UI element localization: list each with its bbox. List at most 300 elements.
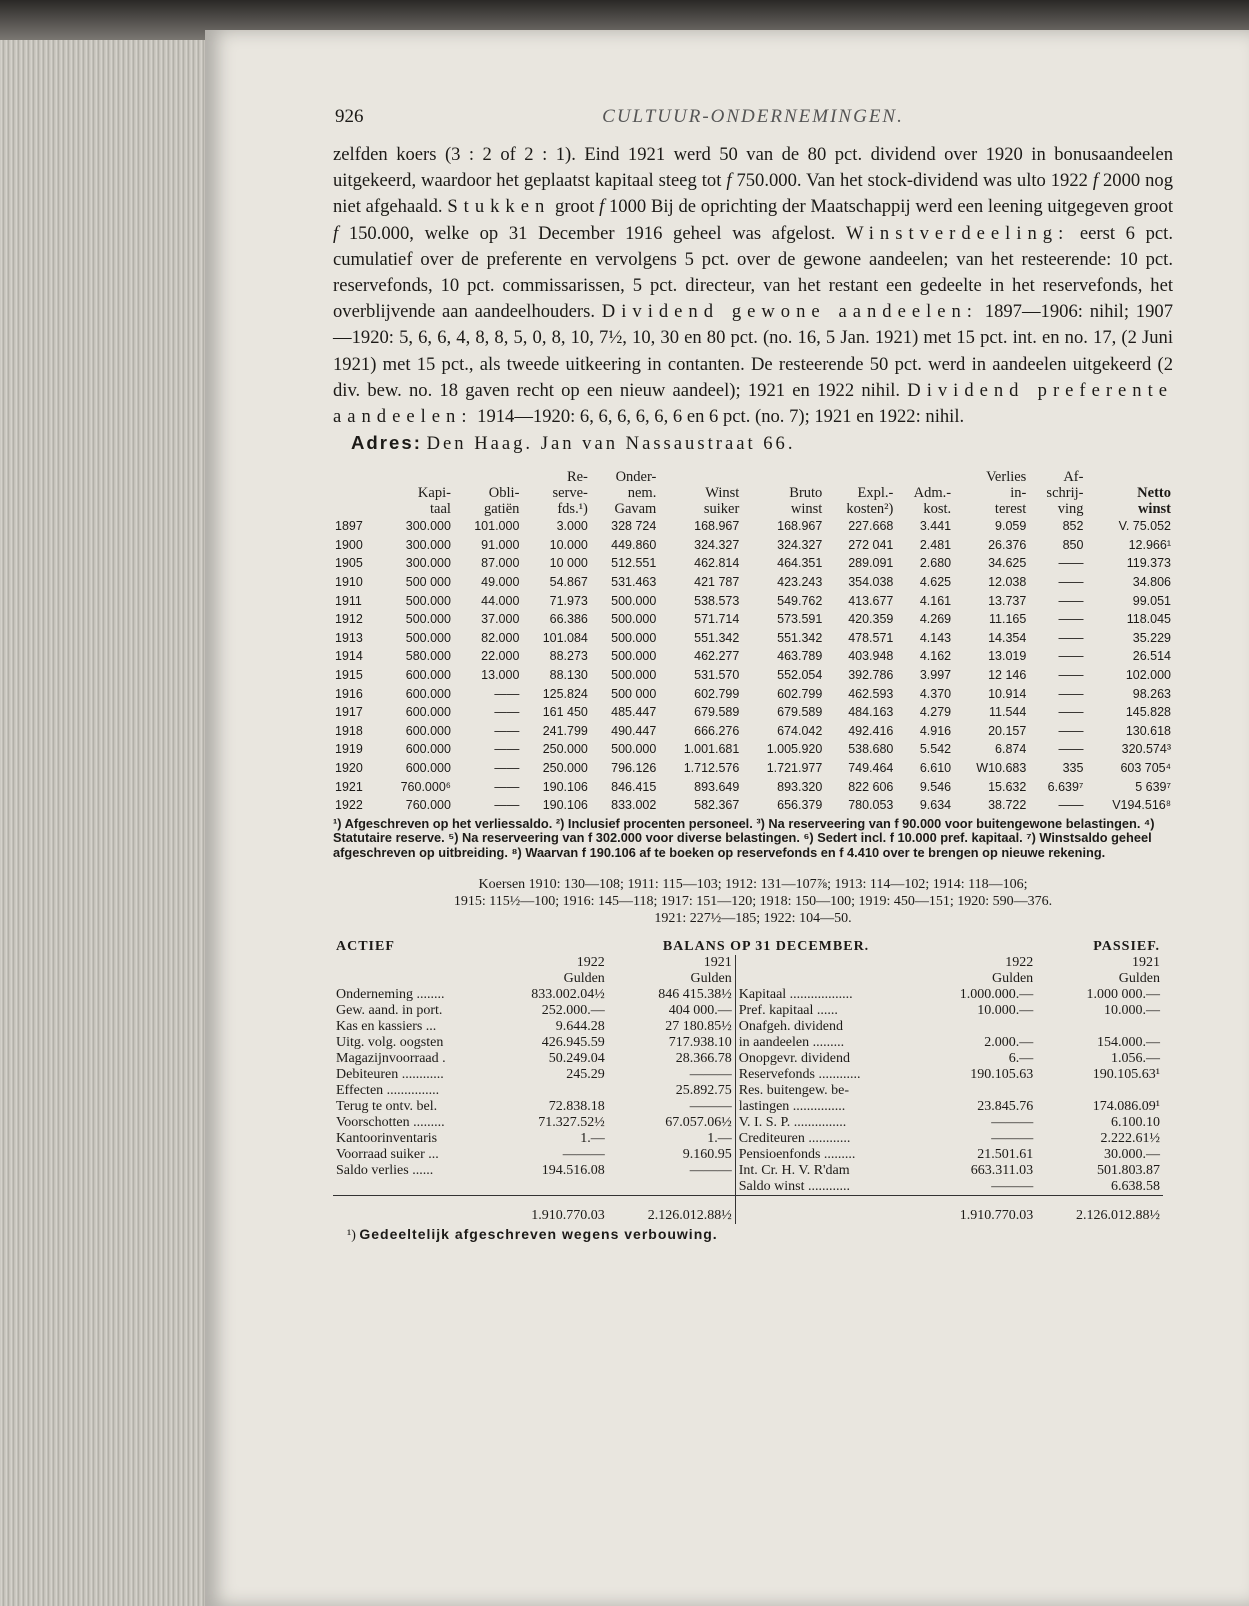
table-cell: 4.916 <box>919 723 952 738</box>
guilder-sign: f <box>1092 170 1099 192</box>
passief-value-1922: ——— <box>991 1178 1034 1194</box>
book-page <box>205 30 1249 1606</box>
balance-row <box>333 1003 1163 1019</box>
table-cell: 500.000 <box>611 649 657 664</box>
table-cell: 500 000 <box>611 686 657 701</box>
table-cell: 190.106 <box>542 779 588 794</box>
table-row <box>333 610 1173 629</box>
actief-value-1921: ——— <box>689 1098 732 1114</box>
table-cell: 10.914 <box>988 686 1027 701</box>
table-cell: —— <box>1058 742 1084 757</box>
table-cell: 850 <box>1062 537 1084 552</box>
koersen-line: Koersen 1910: 130—108; 1911: 115—103; 1912: 131—107⅞; 1913: 114—102; 1914: 118—106; <box>478 876 1028 892</box>
actief-value-1922: 245.29 <box>566 1066 605 1082</box>
table-cell: 20.157 <box>988 723 1027 738</box>
table-cell: —— <box>1058 612 1084 627</box>
actief-value-1922: 50.249.04 <box>548 1050 605 1066</box>
table-cell: V194.516⁸ <box>1112 798 1171 813</box>
passief-label: Saldo winst ............ <box>735 1179 916 1196</box>
table-cell: V. 75.052 <box>1118 519 1171 534</box>
table-cell: 328 724 <box>611 519 657 534</box>
spacer-cell <box>916 1131 924 1147</box>
table-cell: 11.544 <box>989 705 1027 720</box>
passief-value-1922: 23.845.76 <box>977 1098 1034 1114</box>
table-cell: 272 041 <box>848 537 894 552</box>
table-cell: 656.379 <box>777 798 823 813</box>
table-cell: —— <box>494 779 520 794</box>
passief-value-1922: 2.000.— <box>984 1034 1034 1050</box>
table-cell: 168.967 <box>777 519 823 534</box>
table-cell: —— <box>1058 705 1084 720</box>
table-cell: 893.320 <box>777 779 823 794</box>
table-cell: 130.618 <box>1125 723 1171 738</box>
table-cell: 573.591 <box>777 612 823 627</box>
table-row <box>333 778 1173 797</box>
spacer-cell <box>916 987 924 1003</box>
table-cell: 1.721.977 <box>766 760 823 775</box>
actief-value-1921: 67.057.06½ <box>665 1114 732 1130</box>
actief-value-1922: 9.644.28 <box>555 1018 605 1034</box>
table-cell: 12 146 <box>988 667 1027 682</box>
actief-label: Onderneming ........ <box>336 986 445 1002</box>
table-cell: 9.546 <box>919 779 952 794</box>
balance-title-row <box>333 939 1163 955</box>
table-cell: 600.000 <box>405 742 451 757</box>
column-header: Netto winst <box>1137 485 1171 518</box>
balance-year-row <box>333 955 1163 971</box>
table-cell: 500.000 <box>611 612 657 627</box>
koersen-line: 1921: 227½—185; 1922: 104—50. <box>654 910 852 926</box>
table-cell: —— <box>1058 798 1084 813</box>
actief-value-1922: ——— <box>562 1146 605 1162</box>
actief-label <box>333 1179 496 1196</box>
year-cell: 1917 <box>335 705 363 720</box>
table-cell: 35.229 <box>1132 630 1171 645</box>
actief-value-1921: ——— <box>689 1066 732 1082</box>
text-run: zelfden koers (3 : 2 of 2 : 1). Eind 1921 werd 50 van de 80 pct. dividend over 1920 in bonusaandeelen uitgekeerd, waardoor het geplaatst kapitaal steeg tot <box>333 144 1173 192</box>
year-cell: 1919 <box>335 742 363 757</box>
year-1922: 1922 <box>576 954 605 970</box>
table-cell: 4.279 <box>919 705 952 720</box>
table-cell: 66.386 <box>549 612 588 627</box>
table-cell: 13.019 <box>988 649 1027 664</box>
table-cell: 324.327 <box>694 537 740 552</box>
balance-row <box>333 1083 1163 1099</box>
actief-label: Kas en kassiers ... <box>336 1018 437 1034</box>
total-passief-1922: 1.910.770.03 <box>924 1195 1036 1224</box>
address-line <box>351 430 1173 457</box>
year-cell: 1897 <box>335 519 363 534</box>
koersen-line: 1915: 115½—100; 1916: 145—118; 1917: 151—120; 1918: 150—100; 1919: 450—151; 1920: 590—376. <box>453 893 1053 909</box>
table-cell: 320.574³ <box>1121 742 1171 757</box>
table-cell: 88.130 <box>549 667 588 682</box>
passief-value-1921: 174.086.09¹ <box>1092 1098 1160 1114</box>
table-cell: 449.860 <box>611 537 657 552</box>
passief-value-1922: 663.311.03 <box>970 1162 1034 1178</box>
unit-label: Gulden <box>991 970 1034 986</box>
table-cell: 852 <box>1062 519 1084 534</box>
page-header <box>333 102 1173 142</box>
table-cell: 87.000 <box>481 556 520 571</box>
table-cell: 98.263 <box>1132 686 1171 701</box>
table-footnotes: ¹) Afgeschreven op het verliessaldo. ²) Inclusief procenten personeel. ³) Na reserveering van f 90.000 voor buitengewone belastingen. ⁴) Statutaire reserve. ⁵) Na reserveering van f 302.000 voor diverse belastingen. ⁶) Sedert incl. f 10.000 pref. kapitaal. ⁷) Winstsaldo geheel afgeschreven op uitbreiding. ⁸) Waarvan f 190.106 af te boeken op reservefonds en f 4.410 over te brengen op nieuwe rekening. <box>333 815 1155 860</box>
actief-value-1921: 9.160.95 <box>682 1146 732 1162</box>
body-text <box>333 142 1173 430</box>
table-cell: 392.786 <box>848 667 894 682</box>
table-cell: 421 787 <box>694 575 740 590</box>
passief-label: Crediteuren ............ <box>735 1131 916 1147</box>
passief-value-1921: 1.000 000.— <box>1086 986 1160 1002</box>
table-cell: 462.593 <box>848 686 894 701</box>
text-run: 1000 Bij de oprichting der Maatschappij werd een leening uitgegeven groot <box>604 196 1173 218</box>
page-number: 926 <box>335 106 364 127</box>
table-cell: 582.367 <box>694 798 740 813</box>
table-cell: 11.165 <box>989 612 1027 627</box>
passief-label: Reservefonds ............ <box>735 1067 916 1083</box>
balance-sheet <box>333 939 1163 1224</box>
table-cell: 49.000 <box>481 575 520 590</box>
passief-value-1921 <box>1036 1083 1163 1099</box>
table-row <box>333 759 1173 778</box>
table-cell: 538.573 <box>694 593 740 608</box>
actief-label: Debiteuren ............ <box>336 1066 444 1082</box>
table-cell: 603 705⁴ <box>1120 760 1171 775</box>
actief-label: Voorraad suiker ... <box>336 1146 439 1162</box>
table-cell: 22.000 <box>481 649 520 664</box>
table-row <box>333 573 1173 592</box>
koersen-block <box>333 876 1173 927</box>
year-cell: 1918 <box>335 723 363 738</box>
table-row <box>333 629 1173 648</box>
table-cell: 512.551 <box>611 556 657 571</box>
table-cell: 99.051 <box>1132 593 1171 608</box>
table-cell: 4.269 <box>919 612 952 627</box>
actief-label: Gew. aand. in port. <box>336 1002 443 1018</box>
table-cell: 462.277 <box>694 649 740 664</box>
table-body <box>333 517 1173 815</box>
column-header <box>333 469 377 517</box>
passief-value-1921: 501.803.87 <box>1097 1162 1160 1178</box>
table-cell: 118.045 <box>1126 612 1171 627</box>
actief-value-1922: 252.000.— <box>541 1002 605 1018</box>
passief-value-1921 <box>1036 1019 1163 1035</box>
actief-label: Saldo verlies ...... <box>336 1162 434 1178</box>
table-cell: 1.005.920 <box>766 742 823 757</box>
actief-value-1922: 833.002.04½ <box>531 986 605 1002</box>
spacer-cell <box>916 1051 924 1067</box>
balance-row <box>333 1163 1163 1179</box>
column-header: Af- schrij- ving <box>1046 469 1084 518</box>
passief-value-1922 <box>924 1019 1036 1035</box>
table-cell: 531.570 <box>694 667 740 682</box>
table-row <box>333 740 1173 759</box>
table-cell: 4.370 <box>919 686 952 701</box>
text-run: 750.000. Van het stock-dividend was ulto 1922 <box>731 170 1093 192</box>
table-cell: 600.000 <box>405 705 451 720</box>
actief-value-1921: 1.— <box>707 1130 732 1146</box>
actief-value-1921: ——— <box>689 1162 732 1178</box>
year-cell: 1905 <box>335 556 363 571</box>
passief-value-1921: 6.638.58 <box>1111 1178 1160 1194</box>
balance-total-row <box>333 1195 1163 1224</box>
table-cell: —— <box>494 798 520 813</box>
label-dividend-preferente: Dividend preferente aandeelen: <box>333 379 1173 428</box>
table-cell: 500.000 <box>405 630 451 645</box>
actief-value-1921: 717.938.10 <box>668 1034 732 1050</box>
table-cell: 600.000 <box>405 723 451 738</box>
address-label: Adres: <box>351 432 422 454</box>
table-cell: 300.000 <box>405 556 451 571</box>
passief-value-1921: 30.000.— <box>1104 1146 1160 1162</box>
table-cell: —— <box>494 686 520 701</box>
table-cell: 91.000 <box>481 537 520 552</box>
table-cell: —— <box>1058 556 1084 571</box>
table-cell: 500.000 <box>611 742 657 757</box>
table-cell: 2.680 <box>919 556 952 571</box>
label-dividend-gewone: Dividend gewone aandeelen: <box>601 301 978 323</box>
text-run: 1914—1920: 6, 6, 6, 6, 6, 6 en 6 pct. (no. 7); 1921 en 1922: nihil. <box>472 406 965 428</box>
spacer-cell <box>916 1099 924 1115</box>
spacer-cell <box>916 1019 924 1035</box>
passief-label: Res. buitengew. be- <box>735 1083 916 1099</box>
year-cell: 1914 <box>335 649 363 664</box>
passief-value-1922 <box>924 1083 1036 1099</box>
table-cell: 168.967 <box>694 519 740 534</box>
year-cell: 1900 <box>335 537 363 552</box>
actief-value-1921 <box>608 1179 735 1196</box>
table-cell: 484.163 <box>848 705 894 720</box>
year-cell: 1915 <box>335 667 363 682</box>
table-cell: 34.625 <box>988 556 1027 571</box>
spacer-cell <box>916 1163 924 1179</box>
table-cell: 5 639⁷ <box>1135 779 1171 794</box>
table-cell: 12.038 <box>988 575 1027 590</box>
table-cell: 335 <box>1062 760 1084 775</box>
table-cell: 241.799 <box>542 723 588 738</box>
table-row <box>333 722 1173 741</box>
actief-value-1922 <box>496 1179 608 1196</box>
column-header: Expl.- kosten²) <box>846 485 894 518</box>
text-run: 150.000, welke op 31 December 1916 geheel was afgelost. <box>338 222 846 244</box>
year-cell: 1920 <box>335 760 363 775</box>
guilder-sign: f <box>333 222 339 244</box>
table-cell: 5.542 <box>919 742 952 757</box>
balance-body <box>333 939 1163 1224</box>
table-cell: 3.000 <box>556 519 588 534</box>
table-cell: —— <box>494 723 520 738</box>
table-cell: 551.342 <box>694 630 740 645</box>
table-cell: 26.514 <box>1132 649 1171 664</box>
actief-label: Voorschotten ......... <box>336 1114 445 1130</box>
year-cell: 1911 <box>335 593 362 608</box>
table-cell: 679.589 <box>694 705 740 720</box>
table-row <box>333 647 1173 666</box>
table-cell: 14.354 <box>988 630 1027 645</box>
column-header: Re- serve- fds.¹) <box>552 469 588 518</box>
spacer-cell <box>916 1035 924 1051</box>
table-cell: 34.806 <box>1132 575 1171 590</box>
actief-value-1921: 27 180.85½ <box>665 1018 732 1034</box>
spacer-cell <box>916 1003 924 1019</box>
table-cell: 485.447 <box>611 705 657 720</box>
table-cell: —— <box>1058 686 1084 701</box>
passief-label: Onopgevr. dividend <box>735 1051 916 1067</box>
unit-label: Gulden <box>690 970 732 986</box>
balance-footnote <box>347 1226 1173 1244</box>
table-cell: 674.042 <box>777 723 823 738</box>
passief-label: Int. Cr. H. V. R'dam <box>735 1163 916 1179</box>
table-cell: —— <box>1058 723 1084 738</box>
label-stukken: Stukken <box>447 196 551 218</box>
table-cell: 2.481 <box>919 537 952 552</box>
table-cell: 833.002 <box>611 798 657 813</box>
table-cell: 490.447 <box>611 723 657 738</box>
actief-value-1921: 846 415.38½ <box>658 986 732 1002</box>
table-cell: 300.000 <box>405 519 451 534</box>
text-run: groot <box>550 196 600 218</box>
passief-value-1921: 154.000.— <box>1097 1034 1160 1050</box>
total-actief-1922: 1.910.770.03 <box>496 1195 608 1224</box>
page-content <box>333 102 1173 1244</box>
total-actief-1921: 2.126.012.88½ <box>608 1195 735 1224</box>
column-header: Bruto winst <box>789 485 823 518</box>
table-cell: 492.416 <box>848 723 894 738</box>
table-cell: —— <box>494 760 520 775</box>
actief-value-1922: 72.838.18 <box>548 1098 605 1114</box>
title-balans: BALANS OP 31 DECEMBER. <box>662 938 870 954</box>
table-row <box>333 666 1173 685</box>
actief-value-1922 <box>496 1083 608 1099</box>
table-row <box>333 703 1173 722</box>
table-cell: 403.948 <box>848 649 894 664</box>
table-cell: 190.106 <box>542 798 588 813</box>
actief-value-1922: 71.327.52½ <box>538 1114 605 1130</box>
passief-value-1922: ——— <box>991 1130 1034 1146</box>
column-header: Obli- gatiën <box>483 485 520 518</box>
text-run: 1897—1906: nihil; 1907—1920: 5, 6, 6, 4, 8, 8, 5, 0, 8, 10, 7½, 10, 30 en 80 pct. (no. 16, 5 Jan. 1921) met 15 pct. int. en no. 17, (2 Juni 1921) met 15 pct., als tweede uitkeering in contanten. De resteerende 50 pct. werd in aandeelen uitgekeerd (2 div. bew. no. 18 gaven recht op een nieuw aandeel); 1921 en 1922 nihil. <box>333 301 1173 401</box>
actief-label: Magazijnvoorraad . <box>336 1050 446 1066</box>
label-winstverdeeling: Winstverdeeling: <box>845 222 1070 244</box>
table-cell: 37.000 <box>481 612 520 627</box>
table-row <box>333 685 1173 704</box>
passief-label: Kapitaal .................. <box>735 987 916 1003</box>
spacer-cell <box>916 1083 924 1099</box>
balance-row <box>333 1019 1163 1035</box>
table-cell: 679.589 <box>777 705 823 720</box>
table-cell: 54.867 <box>549 575 588 590</box>
table-cell: 500.000 <box>611 593 657 608</box>
table-cell: 88.273 <box>549 649 588 664</box>
table-cell: 250.000 <box>542 760 588 775</box>
table-cell: 6.874 <box>995 742 1027 757</box>
passief-value-1922: 1.000.000.— <box>959 986 1034 1002</box>
balance-row <box>333 1067 1163 1083</box>
table-cell: 6.639⁷ <box>1047 779 1084 794</box>
balance-row <box>333 1179 1163 1196</box>
column-header: Onder- nem. Gavam <box>614 469 657 518</box>
table-cell: 227.668 <box>848 519 894 534</box>
table-cell: 549.762 <box>777 593 823 608</box>
column-header: Winst suiker <box>703 485 740 518</box>
table-cell: 500.000 <box>405 612 451 627</box>
table-cell: 145.828 <box>1125 705 1171 720</box>
table-cell: 12.966¹ <box>1128 537 1171 552</box>
table-cell: 102.000 <box>1125 667 1171 682</box>
table-cell: 464.351 <box>777 556 823 571</box>
passief-value-1922: ——— <box>991 1114 1034 1130</box>
year-cell: 1921 <box>335 779 363 794</box>
table-cell: —— <box>1058 593 1084 608</box>
table-cell: 354.038 <box>848 575 894 590</box>
table-cell: W10.683 <box>976 760 1027 775</box>
table-cell: 602.799 <box>777 686 823 701</box>
table-cell: 500.000 <box>611 667 657 682</box>
table-cell: 420.359 <box>848 612 894 627</box>
actief-label: Uitg. volg. oogsten <box>336 1034 444 1050</box>
table-cell: 38.722 <box>988 798 1027 813</box>
column-header: Kapi- taal <box>417 485 451 518</box>
actief-value-1921: 28.366.78 <box>675 1050 732 1066</box>
table-cell: 602.799 <box>694 686 740 701</box>
passief-value-1921: 1.056.— <box>1111 1050 1160 1066</box>
passief-value-1922: 190.105.63 <box>970 1066 1034 1082</box>
table-cell: 666.276 <box>694 723 740 738</box>
table-cell: 531.463 <box>611 575 657 590</box>
table-row <box>333 554 1173 573</box>
table-cell: 760.000 <box>405 798 451 813</box>
spacer-cell <box>916 1195 924 1224</box>
table-cell: 893.649 <box>694 779 740 794</box>
table-cell: 26.376 <box>988 537 1027 552</box>
actief-value-1922: 194.516.08 <box>541 1162 605 1178</box>
balance-row <box>333 1051 1163 1067</box>
actief-value-1922: 426.945.59 <box>541 1034 605 1050</box>
table-cell: 9.059 <box>995 519 1027 534</box>
passief-value-1921: 2.222.61½ <box>1100 1130 1160 1146</box>
table-cell: 10.000 <box>549 537 588 552</box>
book-page-edges <box>0 0 215 1606</box>
table-row <box>333 592 1173 611</box>
table-cell: 9.634 <box>919 798 952 813</box>
table-cell: 846.415 <box>611 779 657 794</box>
passief-value-1922: 6.— <box>1008 1050 1034 1066</box>
spacer-cell <box>333 1195 496 1224</box>
balance-unit-row <box>333 971 1163 987</box>
table-cell: 600.000 <box>405 760 451 775</box>
table-cell: 4.143 <box>919 630 952 645</box>
table-cell: 10 000 <box>549 556 588 571</box>
passief-value-1921: 190.105.63¹ <box>1092 1066 1160 1082</box>
year-1921: 1921 <box>703 954 732 970</box>
table-cell: 101.084 <box>542 630 588 645</box>
spacer-cell <box>735 1195 916 1224</box>
guilder-sign: f <box>599 196 605 218</box>
table-cell: 4.161 <box>919 593 952 608</box>
balance-row <box>333 1147 1163 1163</box>
passief-label: lastingen ............... <box>735 1099 916 1115</box>
table-cell: 119.373 <box>1126 556 1171 571</box>
table-cell: 44.000 <box>481 593 520 608</box>
financial-table <box>333 469 1173 815</box>
unit-label: Gulden <box>1118 970 1160 986</box>
table-cell: 580.000 <box>405 649 451 664</box>
table-cell: 552.054 <box>777 667 823 682</box>
passief-value-1922: 10.000.— <box>977 1002 1034 1018</box>
balance-row <box>333 1035 1163 1051</box>
table-cell: 749.464 <box>848 760 894 775</box>
passief-value-1922: 21.501.61 <box>977 1146 1034 1162</box>
passief-label: Pensioenfonds ......... <box>735 1147 916 1163</box>
